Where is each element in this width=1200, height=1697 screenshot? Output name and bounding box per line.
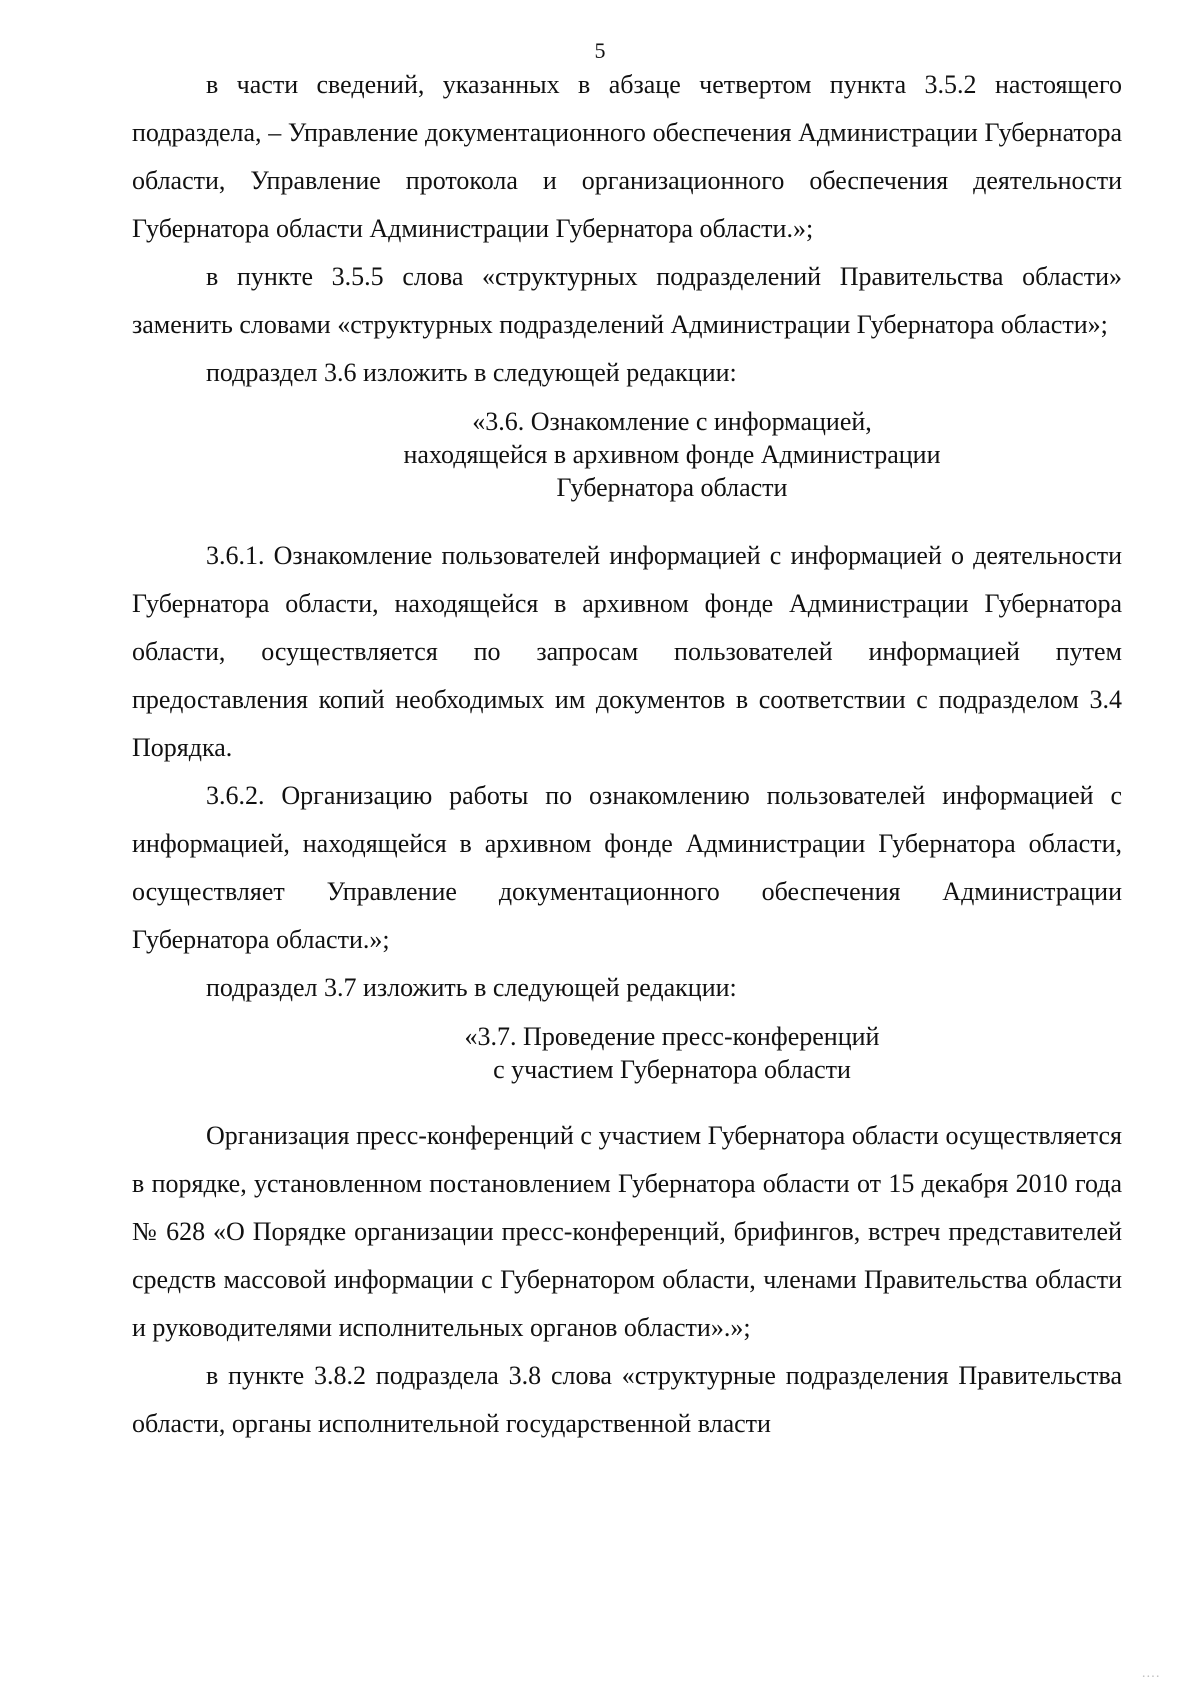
heading-3-7-line: «3.7. Проведение пресс-конференций	[464, 1022, 880, 1051]
heading-3-6-line: «3.6. Ознакомление с информацией,	[472, 407, 872, 436]
paragraph-3-7-body: Организация пресс-конференций с участием Губернатора области осуществляется в порядке, установленном постановлением Губернатора области от 15 декабря 2010 года № 628 «О Порядке организации пресс-конференций, брифингов, встреч представителей средств массовой информации с Губернатором области, членами Правительства области и руководителями исполнительных органов области».»;	[132, 1121, 1122, 1342]
paragraph-3-5-5: в пункте 3.5.5 слова «структурных подразделений Правительства области» заменить словами «структурных подразделений Администрации Губернатора области»;	[132, 262, 1122, 339]
paragraph-3-5-2-tail: в части сведений, указанных в абзаце четвертом пункта 3.5.2 настоящего подраздела, – Управление документационного обеспечения Администрации Губернатора области, Управление протокола и организационного обеспечения деятельности Губернатора области Администрации Губернатора области.»;	[132, 70, 1122, 243]
paragraph-subsection-3-6-intro: подраздел 3.6 изложить в следующей редакции:	[206, 358, 737, 387]
heading-3-7	[132, 1020, 1122, 1086]
scan-artifact-mark: ····	[1141, 1670, 1160, 1685]
heading-3-7-line: с участием Губернатора области	[493, 1055, 851, 1084]
paragraph-subsection-3-7-intro: подраздел 3.7 изложить в следующей редакции:	[206, 973, 737, 1002]
paragraph-3-6-1: 3.6.1. Ознакомление пользователей информацией с информацией о деятельности Губернатора области, находящейся в архивном фонде Администрации Губернатора области, осуществляется по запросам пользователей информацией путем предоставления копий необходимых им документов в соответствии с подразделом 3.4 Порядка.	[132, 541, 1122, 762]
document-body	[132, 61, 1122, 1448]
heading-3-6	[132, 405, 1122, 504]
heading-3-6-line: Губернатора области	[556, 473, 788, 502]
heading-3-6-line: находящейся в архивном фонде Администрации	[403, 440, 941, 469]
page-number: 5	[594, 38, 606, 63]
paragraph-3-8-2: в пункте 3.8.2 подраздела 3.8 слова «структурные подразделения Правительства области, органы исполнительной государственной власти	[132, 1361, 1122, 1438]
paragraph-3-6-2: 3.6.2. Организацию работы по ознакомлению пользователей информацией с информацией, находящейся в архивном фонде Администрации Губернатора области, осуществляет Управление документационного обеспечения Администрации Губернатора области.»;	[132, 781, 1122, 954]
